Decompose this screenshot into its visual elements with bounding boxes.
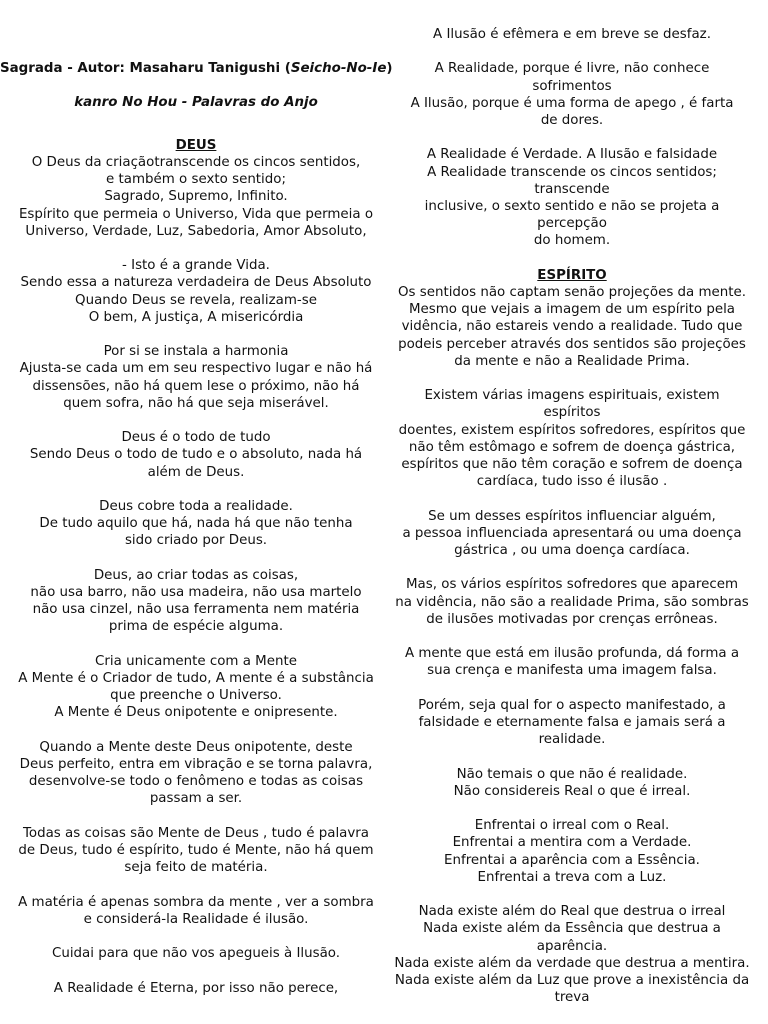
text-line: Enfrentai a treva com a Luz. (477, 869, 667, 885)
document-title: Sagrada - Autor: Masaharu Tanigushi (Seicho-No-Ie) (0, 61, 393, 76)
text-line: passam a ser. (149, 791, 243, 807)
text-line: Cuidai para que não vos apegueis à Ilusão. (51, 946, 341, 962)
text-line: não usa barro, não usa madeira, não usa martelo (30, 584, 362, 600)
paragraph-gap (374, 129, 768, 146)
text-line: não usa cinzel, não usa ferramenta nem matéria (32, 602, 360, 618)
paragraph-gap (0, 550, 396, 567)
text-line: Ajusta-se cada um em seu respectivo lugar e não há (19, 361, 373, 377)
paragraph-gap (374, 250, 768, 267)
paragraph-gap (0, 876, 396, 893)
text-line: espíritos (543, 405, 601, 421)
text-line: treva (554, 990, 590, 1006)
text-line: A Realidade, porque é livre, não conhece (434, 61, 710, 77)
text-line: Enfrentai a mentira com a Verdade. (452, 835, 692, 851)
text-line: A Mente é o Criador de tudo, A mente é a substância (18, 670, 374, 686)
text-line: quem sofra, não há que seja miserável. (63, 395, 329, 411)
text-line: Nada existe além da verdade que destrua a mentira. (394, 955, 750, 971)
text-line: Mesmo que vejais a imagem de um espírito pela (408, 302, 736, 318)
text-line: espíritos que não têm coração e sofrem de doença (401, 457, 743, 473)
text-line: Espírito que permeia o Universo, Vida que permeia o (18, 206, 374, 222)
left-body-text (0, 154, 396, 997)
text-line: além de Deus. (147, 464, 245, 480)
text-line: do homem. (533, 233, 611, 249)
text-line: desenvolve-se todo o fenômeno e todas as coisas (28, 774, 364, 790)
text-line: Todas as coisas são Mente de Deus , tudo é palavra (22, 825, 370, 841)
text-line: Sagrado, Supremo, Infinito. (104, 189, 288, 205)
text-line: Mas, os vários espíritos sofredores que aparecem (406, 577, 738, 593)
text-line: da mente e não a Realidade Prima. (454, 353, 690, 369)
text-line: Existem várias imagens espirituais, existem (424, 388, 720, 404)
text-line: na vidência, não são a realidade Prima, são sombras (395, 594, 749, 610)
paragraph-gap (0, 962, 396, 979)
paragraph-gap (374, 490, 768, 507)
paragraph-gap (0, 808, 396, 825)
text-line: Enfrentai a aparência com a Essência. (444, 852, 700, 868)
paragraph-gap (374, 628, 768, 645)
text-line: sua crença e manifesta uma imagem falsa. (427, 663, 717, 679)
text-line: O Deus da criaçãotranscende os cincos sentidos, (31, 154, 361, 170)
text-line: inclusive, o sexto sentido e não se projeta a (424, 199, 720, 214)
text-line: Nada existe além do Real que destrua o irreal (418, 904, 726, 920)
paragraph-gap (0, 412, 396, 429)
paragraph-gap (0, 481, 396, 498)
text-line: Deus, ao criar todas as coisas, (93, 567, 299, 583)
text-line: podeis perceber através dos sentidos são projeções (398, 336, 746, 352)
text-line: Deus cobre toda a realidade. (99, 498, 293, 514)
text-line: que preenche o Universo. (110, 688, 282, 704)
text-line: Universo, Verdade, Luz, Sabedoria, Amor Absoluto, (25, 223, 367, 239)
left-column (0, 60, 396, 997)
paragraph-gap (0, 240, 396, 257)
text-line: A Mente é Deus onipotente e onipresente. (54, 705, 338, 721)
text-line: gástrica , ou uma doença cardíaca. (454, 543, 690, 559)
text-line: A Realidade é Verdade. A Ilusão e falsidade (426, 147, 718, 163)
text-line: cardíaca, tudo isso é ilusão . (476, 474, 668, 490)
text-line: Quando Deus se revela, realizam-se (75, 292, 317, 308)
text-line: e considerá-la Realidade é ilusão. (83, 911, 309, 927)
text-line: A matéria é apenas sombra da mente , ver a sombra (18, 894, 374, 910)
text-line: Nada existe além da Luz que prove a inexistência da (394, 973, 750, 988)
paragraph-gap (374, 800, 768, 817)
text-line: Cria unicamente com a Mente (95, 653, 297, 669)
paragraph-gap (374, 886, 768, 903)
text-line: Quando a Mente deste Deus onipotente, deste (39, 739, 353, 755)
text-line: Porém, seja qual for o aspecto manifestado, a (418, 697, 726, 713)
right-column (374, 26, 768, 1006)
paragraph-gap (374, 748, 768, 765)
text-line: A Ilusão é efêmera e em breve se desfaz. (433, 27, 711, 42)
paragraph-gap (0, 722, 396, 739)
text-line: Sendo Deus o todo de tudo e o absoluto, nada há (29, 447, 363, 463)
text-line: vidência, não estareis vendo a realidade. Tudo que (401, 319, 743, 335)
text-line: sofrimentos (532, 78, 612, 94)
text-line: Deus perfeito, entra em vibração e se torna palavra, (19, 756, 373, 772)
text-line: Sendo essa a natureza verdadeira de Deus Absoluto (20, 275, 372, 291)
paragraph-gap (374, 43, 768, 60)
text-line: de dores. (540, 113, 604, 128)
paragraph-gap (374, 370, 768, 387)
right-body-text-intro (374, 26, 768, 267)
text-line: de ilusões motivadas por crenças errôneas. (426, 611, 718, 627)
text-line: A mente que está em ilusão profunda, dá forma a (404, 646, 740, 662)
text-line: prima de espécie alguma. (108, 619, 284, 635)
paragraph-gap (0, 928, 396, 945)
right-body-text (374, 284, 768, 1006)
text-line: realidade. (538, 732, 606, 748)
text-line: a pessoa influenciada apresentará ou uma doença (402, 525, 742, 541)
text-line: percepção (537, 216, 607, 232)
paragraph-gap (374, 559, 768, 576)
document-subtitle: kanro No Hou - Palavras do Anjo (74, 95, 318, 111)
text-line: Não considereis Real o que é irreal. (453, 783, 691, 799)
text-line: aparência. (536, 938, 608, 954)
text-line: seja feito de matéria. (124, 860, 268, 876)
text-line: De tudo aquilo que há, nada há que não tenha (39, 516, 353, 532)
paragraph-gap (0, 326, 396, 343)
text-line: falsidade e eternamente falsa e jamais será a (418, 715, 726, 730)
text-line: Se um desses espíritos influenciar alguém, (428, 508, 716, 524)
text-line: doentes, existem espíritos sofredores, espíritos que (398, 422, 746, 438)
text-line: O bem, A justiça, A misericórdia (88, 309, 304, 325)
text-line: transcende (534, 181, 610, 197)
text-line: sido criado por Deus. (124, 533, 268, 549)
text-line: Por si se instala a harmonia (103, 344, 289, 360)
text-line: de Deus, tudo é espírito, tudo é Mente, não há quem (18, 842, 374, 858)
section-heading-espirito: ESPÍRITO (537, 267, 607, 283)
text-line: e também o sexto sentido; (106, 172, 286, 188)
text-line: A Realidade transcende os cincos sentidos; (427, 164, 717, 180)
text-line: Não temais o que não é realidade. (456, 766, 688, 782)
paragraph-gap (0, 636, 396, 653)
text-line: Enfrentai o irreal com o Real. (474, 818, 670, 834)
text-line: - Isto é a grande Vida. (122, 258, 270, 274)
paragraph-gap (374, 680, 768, 697)
text-line: Nada existe além da Essência que destrua a (423, 921, 721, 937)
text-line: Os sentidos não captam senão projeções da mente. (397, 285, 747, 300)
text-line: A Realidade é Eterna, por isso não perece, (53, 980, 339, 996)
text-line: Deus é o todo de tudo (121, 430, 271, 446)
text-line: dissensões, não há quem lese o próximo, não há (32, 378, 360, 394)
section-heading-deus: DEUS (175, 137, 217, 153)
text-line: A Ilusão, porque é uma forma de apego , é farta (410, 95, 734, 111)
text-line: não têm estômago e sofrem de doença gástrica, (408, 439, 736, 455)
